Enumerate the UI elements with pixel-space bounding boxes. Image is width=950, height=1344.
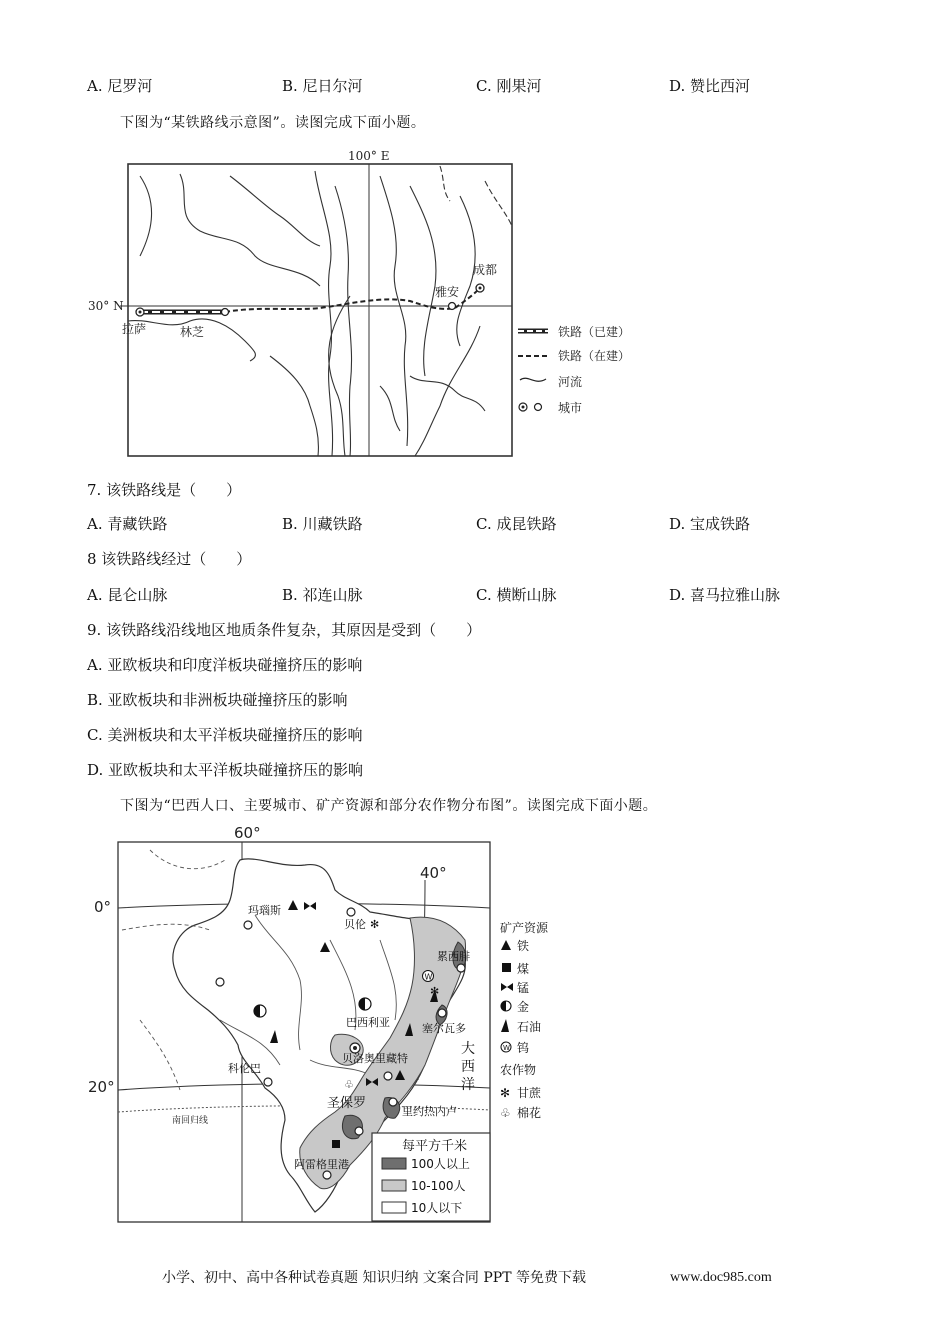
svg-text:W: W — [503, 1044, 510, 1052]
q6-option-d: D. 赞比西河 — [669, 77, 751, 95]
legend-river: 河流 — [558, 375, 583, 389]
density-legend — [372, 1133, 490, 1221]
q6-option-a: A. 尼罗河 — [87, 77, 153, 95]
legend-sugarcane: 甘蔗 — [517, 1086, 542, 1100]
density-title: 每平方千米 — [402, 1139, 468, 1154]
salvador-marker — [438, 1009, 446, 1017]
footer-text: 小学、初中、高中各种试卷真题 知识归纳 文案合同 PPT 等免费下载 — [162, 1270, 586, 1286]
nyingchi-city-marker — [222, 309, 229, 316]
tungsten-symbol — [423, 971, 434, 982]
lon-100e-label: 100° E — [348, 149, 390, 163]
manaus-label: 玛瑙斯 — [248, 904, 281, 917]
q7-option-b: B. 川藏铁路 — [282, 515, 363, 533]
sugarcane-symbol: ✻ — [370, 918, 380, 931]
q8-option-a: A. 昆仑山脉 — [87, 586, 168, 604]
footer-url[interactable]: www.doc985.com — [670, 1270, 772, 1285]
q9-stem: 9. 该铁路线沿线地区地质条件复杂，其原因是受到（ ） — [87, 621, 482, 639]
svg-text:♧: ♧ — [500, 1106, 511, 1120]
fortaleza-marker — [457, 964, 465, 972]
bh-marker — [384, 1072, 392, 1080]
q7-option-a: A. 青藏铁路 — [87, 515, 168, 533]
corumba-label: 科伦巴 — [228, 1062, 261, 1075]
minerals-title: 矿产资源 — [500, 921, 549, 935]
legend-railway-building: 铁路（在建） — [558, 349, 631, 363]
sp-marker — [355, 1127, 363, 1135]
q7-stem: 7. 该铁路线是（ ） — [87, 481, 242, 499]
q6-option-b: B. 尼日尔河 — [282, 77, 363, 95]
legend-railway-built: 铁路（已建） — [558, 325, 631, 339]
lon-60-label: 60° — [234, 824, 261, 842]
q9-option-d: D. 亚欧板块和太平洋板块碰撞挤压的影响 — [87, 761, 364, 779]
coal-symbol — [332, 1140, 340, 1148]
ocean-label-2: 西 — [461, 1059, 475, 1075]
legend-gold: 金 — [517, 1000, 530, 1014]
gold-symbol — [254, 1005, 266, 1017]
manaus-marker — [244, 921, 252, 929]
lon-40-label: 40° — [420, 864, 447, 882]
yaan-city-marker — [449, 303, 456, 310]
legend-manganese: 锰 — [517, 981, 530, 995]
intro-railway-map: 下图为“某铁路线示意图”。读图完成下面小题。 — [120, 115, 426, 131]
q8-option-b: B. 祁连山脉 — [282, 586, 363, 604]
svg-text:✻: ✻ — [500, 1086, 511, 1100]
lat-0-label: 0° — [94, 898, 112, 916]
legend-city: 城市 — [558, 401, 583, 415]
salvador-label: 塞尔瓦多 — [422, 1022, 466, 1035]
legend-coal: 煤 — [517, 962, 530, 976]
brasilia-label: 巴西利亚 — [346, 1016, 390, 1029]
sp-label: 圣保罗 — [327, 1096, 367, 1111]
q9-option-c: C. 美洲板块和太平洋板块碰撞挤压的影响 — [87, 726, 363, 744]
fortaleza-label: 累西腓 — [437, 950, 470, 963]
q7-option-d: D. 宝成铁路 — [669, 515, 751, 533]
legend-iron: 铁 — [517, 939, 530, 953]
cotton-symbol: ♧ — [344, 1078, 354, 1091]
q7-option-c: C. 成昆铁路 — [476, 515, 557, 533]
rio-label: 里约热内卢 — [402, 1105, 457, 1118]
crops-title: 农作物 — [500, 1063, 537, 1077]
map1-legend — [518, 324, 630, 415]
legend-density-low: 10人以下 — [411, 1201, 463, 1215]
q8-stem: 8 该铁路线经过（ ） — [87, 550, 252, 568]
legend-tungsten: 钨 — [517, 1041, 530, 1055]
bh-label: 贝洛奥里藏特 — [342, 1052, 408, 1065]
nyingchi-label: 林芝 — [180, 325, 205, 339]
tropic-label: 南回归线 — [172, 1116, 209, 1126]
sugarcane-symbol: ✻ — [430, 985, 440, 998]
belem-marker — [347, 908, 355, 916]
pa-label: 阿雷格里港 — [294, 1158, 349, 1171]
belem-label: 贝伦 — [344, 918, 366, 931]
ocean-label-1: 大 — [461, 1041, 475, 1057]
lat-30n-label: 30° N — [88, 299, 124, 313]
q9-option-b: B. 亚欧板块和非洲板块碰撞挤压的影响 — [87, 691, 348, 709]
pa-marker — [323, 1171, 331, 1179]
intro-brazil-map: 下图为“巴西人口、主要城市、矿产资源和部分农作物分布图”。读图完成下面小题。 — [120, 798, 658, 814]
brazil-map — [80, 820, 570, 1230]
q8-option-c: C. 横断山脉 — [476, 586, 557, 604]
ocean-label-3: 洋 — [461, 1077, 475, 1093]
q8-option-d: D. 喜马拉雅山脉 — [669, 586, 781, 604]
legend-cotton: 棉花 — [517, 1106, 542, 1120]
lhasa-label: 拉萨 — [122, 322, 147, 336]
legend-density-high: 100人以上 — [411, 1157, 470, 1171]
legend-density-mid: 10-100人 — [411, 1179, 466, 1193]
lat-20-label: 20° — [88, 1078, 115, 1096]
rio-marker — [389, 1098, 397, 1106]
gold-symbol — [359, 998, 371, 1010]
svg-text:W: W — [424, 972, 433, 982]
yaan-label: 雅安 — [435, 285, 460, 299]
railway-map — [80, 146, 650, 462]
corumba-marker — [264, 1078, 272, 1086]
legend-oil: 石油 — [517, 1020, 542, 1034]
q9-option-a: A. 亚欧板块和印度洋板块碰撞挤压的影响 — [87, 656, 363, 674]
chengdu-label: 成都 — [473, 263, 498, 277]
q6-option-c: C. 刚果河 — [476, 77, 542, 95]
map2-resource-legend — [500, 920, 549, 1120]
